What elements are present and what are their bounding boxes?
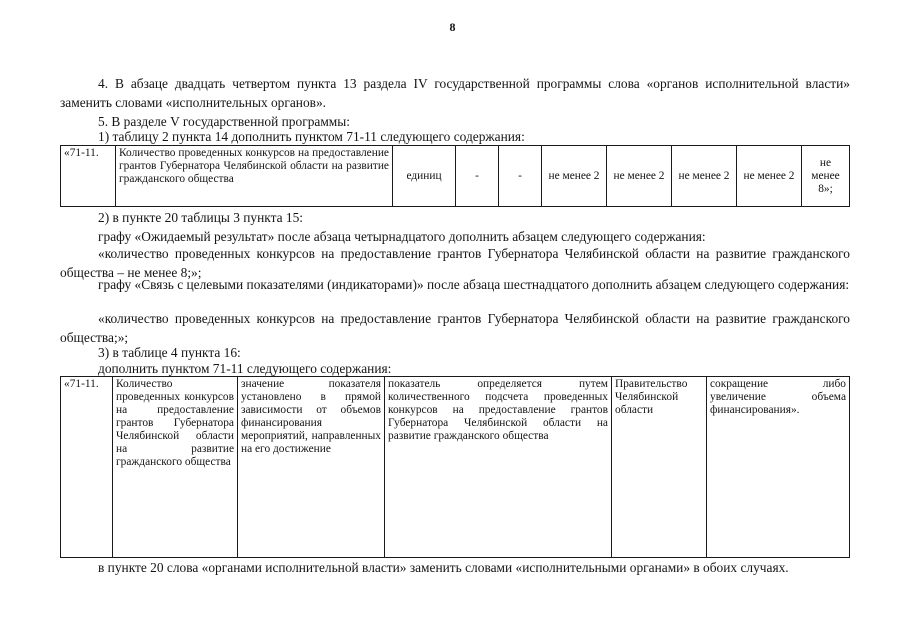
table-2-insert: [60, 145, 850, 207]
table-cell-value: -: [499, 146, 542, 207]
table-cell-number: «71-11.: [61, 377, 113, 558]
table-cell-value: -: [456, 146, 499, 207]
table-cell-calculation: показатель определяется путем количественного подсчета проведенных конкурсов на предоставление грантов Губернатора Челябинской области на развитие гражданского общества: [385, 377, 612, 558]
table-cell-indicator-name: Количество проведенных конкурсов на предоставление грантов Губернатора Челябинской области на развитие гражданского общества: [116, 146, 393, 207]
table-cell-value: не менее 8»;: [802, 146, 850, 207]
table-cell-value: не менее 2: [542, 146, 607, 207]
table-row: [61, 377, 850, 558]
table-cell-number: «71-11.: [61, 146, 116, 207]
table-cell-value: не менее 2: [672, 146, 737, 207]
table-cell-value: не менее 2: [607, 146, 672, 207]
table-cell-responsible: Правительство Челябинской области: [612, 377, 707, 558]
paragraph-5-3b: в пункте 20 слова «органами исполнительной власти» заменить словами «исполнительными органами» в обоих случаях.: [98, 560, 789, 575]
table-cell-value-basis: значение показателя установлено в прямой зависимости от объемов финансирования мероприятий, направленных на его достижение: [238, 377, 385, 558]
table-cell-indicator-name: Количество проведенных конкурсов на предоставление грантов Губернатора Челябинской области на развитие гражданского общества: [113, 377, 238, 558]
paragraph-5-3a: дополнить пунктом 71-11 следующего содержания:: [98, 361, 392, 376]
paragraph-5-1: 1) таблицу 2 пункта 14 дополнить пунктом 71-11 следующего содержания:: [98, 129, 525, 144]
table-4-insert: [60, 376, 850, 558]
paragraph-4: 4. В абзаце двадцать четвертом пункта 13 раздела IV государственной программы слова «органов исполнительной власти» заменить словами «исполнительных органов».: [60, 76, 850, 110]
table-row: [61, 146, 850, 207]
page-number: 8: [449, 20, 456, 34]
table-cell-unit: единиц: [393, 146, 456, 207]
table-cell-effect: сокращение либо увеличение объема финансирования».: [707, 377, 850, 558]
table-cell-value: не менее 2: [737, 146, 802, 207]
paragraph-5-2a: графу «Ожидаемый результат» после абзаца четырнадцатого дополнить абзацем следующего содержания:: [98, 229, 706, 244]
paragraph-5-2d: «количество проведенных конкурсов на предоставление грантов Губернатора Челябинской области на развитие гражданского общества;»;: [60, 311, 850, 345]
paragraph-5-3: 3) в таблице 4 пункта 16:: [98, 345, 241, 360]
paragraph-5-2b: «количество проведенных конкурсов на предоставление грантов Губернатора Челябинской области на развитие гражданского общества – не менее 8;»;: [60, 246, 850, 280]
paragraph-5-2: 2) в пункте 20 таблицы 3 пункта 15:: [98, 210, 304, 225]
paragraph-5: 5. В разделе V государственной программы:: [98, 114, 350, 129]
paragraph-5-2c: графу «Связь с целевыми показателями (индикаторами)» после абзаца шестнадцатого дополнить абзацем следующего содержания:: [98, 277, 850, 292]
